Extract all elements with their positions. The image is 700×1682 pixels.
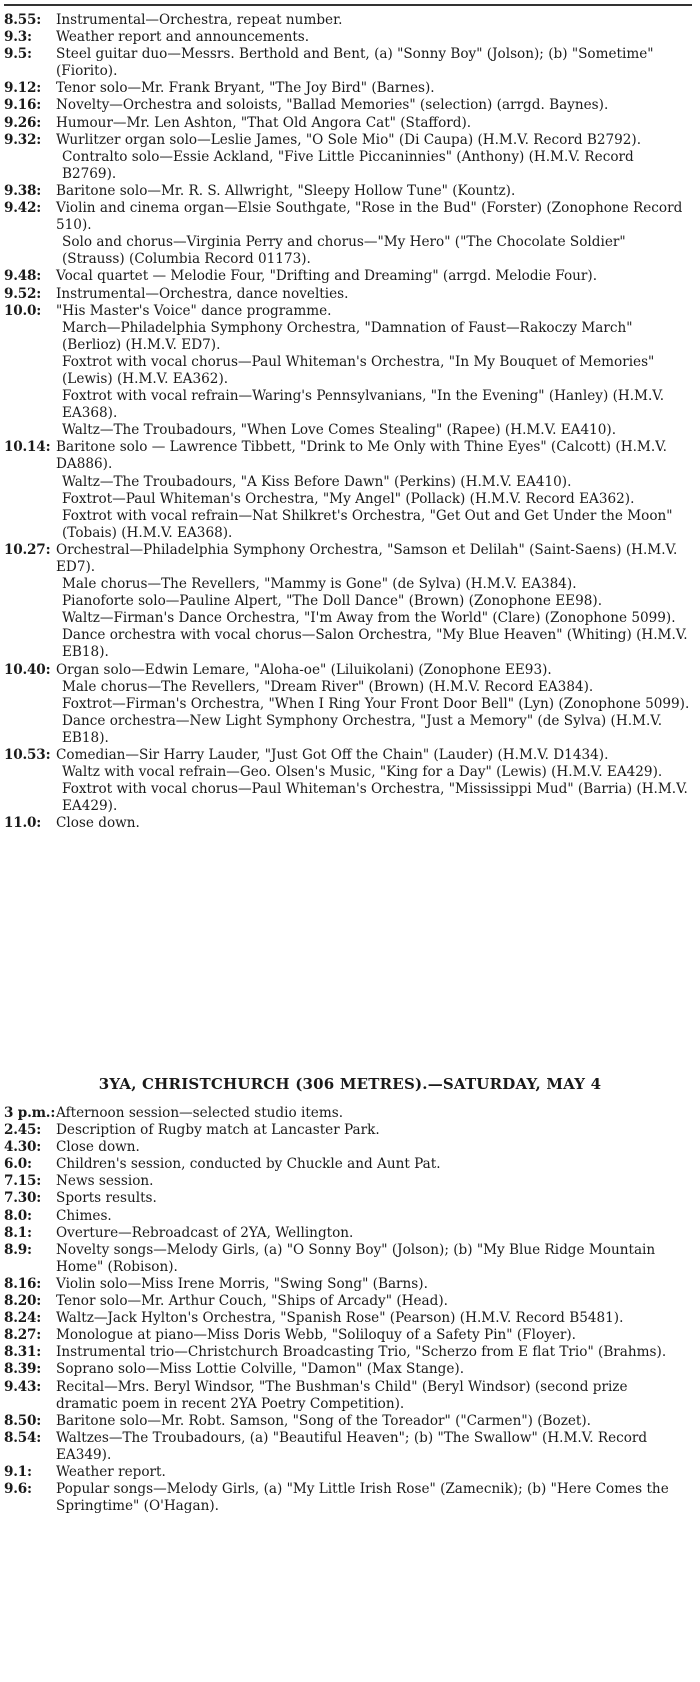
entry-text: Instrumental—Orchestra, dance novelties.: [56, 285, 349, 302]
entry-text: Dance orchestra with vocal chorus—Salon Orchestra, "My Blue Heaven" (Whiting) (H.M.V. EB18).: [62, 627, 688, 661]
program-entry: [4, 1413, 692, 1430]
program-entry: [4, 1481, 692, 1515]
program-entry: [4, 1276, 692, 1293]
entry-time: 8.27:: [4, 1327, 42, 1344]
program-entry: [4, 1344, 692, 1361]
program-entry: [4, 1225, 692, 1242]
entry-text: Foxtrot with vocal refrain—Waring's Pennsylvanians, "In the Evening" (Hanley) (H.M.V. EA368).: [62, 388, 665, 422]
program-entry: [4, 542, 692, 576]
entry-time: 9.32:: [4, 131, 42, 148]
entry-time: 4.30:: [4, 1139, 42, 1156]
entry-time: 8.16:: [4, 1275, 42, 1292]
entry-time: 10.40:: [4, 661, 51, 678]
program-entry: [4, 610, 692, 627]
program-entry: [4, 320, 692, 354]
entry-text: Foxtrot with vocal chorus—Paul Whiteman's Orchestra, "In My Bouquet of Memories" (Lewis) (H.M.V. EA362).: [62, 353, 655, 387]
program-entry: [4, 234, 692, 268]
entry-text: Waltz—Firman's Dance Orchestra, "I'm Away from the World" (Clare) (Zonophone 5099).: [62, 610, 676, 627]
entry-text: Foxtrot with vocal refrain—Nat Shilkret's Orchestra, "Get Out and Get Under the Moon" (Tobais) (H.M.V. EA368).: [62, 507, 673, 541]
entry-text: Waltzes—The Troubadours, (a) "Beautiful Heaven"; (b) "The Swallow" (H.M.V. Record EA349).: [56, 1429, 648, 1463]
entry-text: Baritone solo — Lawrence Tibbett, "Drink to Me Only with Thine Eyes" (Calcott) (H.M.V. DA886).: [56, 439, 667, 473]
entry-text: Wurlitzer organ solo—Leslie James, "O Sole Mio" (Di Caupa) (H.M.V. Record B2792).: [56, 131, 642, 148]
entry-text: Afternoon session—selected studio items.: [56, 1105, 344, 1121]
entry-time: 9.1:: [4, 1463, 32, 1480]
program-entry: [4, 576, 692, 593]
entry-time: 8.20:: [4, 1293, 42, 1310]
entry-text: Recital—Mrs. Beryl Windsor, "The Bushman's Child" (Beryl Windsor) (second prize dramatic poem in recent 2YA Poetry Competition).: [56, 1378, 628, 1412]
entry-time: 9.38:: [4, 182, 42, 199]
entry-time: 9.5:: [4, 46, 32, 63]
entry-text: March—Philadelphia Symphony Orchestra, "Damnation of Faust—Rakoczy March" (Berlioz) (H.M.V. ED7).: [62, 319, 633, 353]
program-entry: [4, 1242, 692, 1276]
entry-text: Orchestral—Philadelphia Symphony Orchestra, "Samson et Delilah" (Saint-Saens) (H.M.V. ED7).: [56, 541, 678, 575]
entry-text: Sports results.: [56, 1190, 157, 1207]
entry-time: 7.15:: [4, 1173, 42, 1190]
entry-text: Tenor solo—Mr. Frank Bryant, "The Joy Bird" (Barnes).: [56, 80, 435, 97]
program-entry: [4, 149, 692, 183]
program-entry: [4, 1379, 692, 1413]
entry-time: 9.3:: [4, 29, 32, 46]
entry-time: 9.16:: [4, 97, 42, 114]
program-entry: [4, 29, 692, 46]
program-entry: [4, 508, 692, 542]
entry-text: Chimes.: [56, 1207, 112, 1224]
entry-time: 8.31:: [4, 1344, 42, 1361]
entry-time: 8.0:: [4, 1207, 32, 1224]
entry-text: Soprano solo—Miss Lottie Colville, "Damon" (Max Stange).: [56, 1361, 465, 1378]
program-entry: [4, 474, 692, 491]
entry-text: Foxtrot—Paul Whiteman's Orchestra, "My Angel" (Pollack) (H.M.V. Record EA362).: [62, 490, 635, 507]
entry-time: 8.55:: [4, 12, 42, 28]
entry-text: Violin and cinema organ—Elsie Southgate, "Rose in the Bud" (Forster) (Zonophone Record 510).: [56, 200, 683, 234]
entry-text: Instrumental—Orchestra, repeat number.: [56, 12, 343, 28]
entry-text: Overture—Rebroadcast of 2YA, Wellington.: [56, 1224, 354, 1241]
program-entry: [4, 1105, 692, 1122]
entry-time: 8.54:: [4, 1429, 42, 1446]
entry-time: 6.0:: [4, 1156, 32, 1173]
entry-time: 9.43:: [4, 1378, 42, 1395]
program-entry: [4, 80, 692, 97]
program-entry: [4, 1293, 692, 1310]
entry-time: 10.14:: [4, 439, 51, 456]
program-entry: [4, 115, 692, 132]
top-rule: [4, 4, 692, 6]
entry-text: News session.: [56, 1173, 154, 1190]
program-entry: [4, 388, 692, 422]
entry-time: 8.39:: [4, 1361, 42, 1378]
program-entry: [4, 1361, 692, 1378]
program-entry: [4, 764, 692, 781]
program-entry: [4, 815, 692, 832]
entry-text: Novelty—Orchestra and soloists, "Ballad Memories" (selection) (arrgd. Baynes).: [56, 97, 609, 114]
program-entry: [4, 12, 692, 29]
entry-text: Pianoforte solo—Pauline Alpert, "The Doll Dance" (Brown) (Zonophone EE98).: [62, 593, 603, 610]
entry-text: Waltz—The Troubadours, "When Love Comes Stealing" (Rapee) (H.M.V. EA410).: [62, 422, 617, 439]
entry-time: 9.48:: [4, 268, 42, 285]
program-entry: [4, 696, 692, 713]
entry-time: 9.26:: [4, 114, 42, 131]
program-entry: [4, 491, 692, 508]
program-entry: [4, 679, 692, 696]
entry-text: Baritone solo—Mr. Robt. Samson, "Song of the Toreador" ("Carmen") (Bozet).: [56, 1412, 591, 1429]
program-entry: [4, 268, 692, 285]
station-heading: 3YA, CHRISTCHURCH (306 METRES).—SATURDAY, MAY 4: [98, 1075, 602, 1093]
entry-text: Dance orchestra—New Light Symphony Orchestra, "Just a Memory" (de Sylva) (H.M.V. EB18).: [62, 712, 663, 746]
entry-time: 3 p.m.:: [4, 1105, 56, 1121]
program-entry: [4, 1310, 692, 1327]
entry-text: Children's session, conducted by Chuckle and Aunt Pat.: [56, 1156, 441, 1173]
entry-text: Novelty songs—Melody Girls, (a) "O Sonny Boy" (Jolson); (b) "My Blue Ridge Mountain Home" (Robison).: [56, 1241, 656, 1275]
program-entry: [4, 286, 692, 303]
program-entry: [4, 627, 692, 661]
entry-text: Weather report and announcements.: [56, 29, 310, 46]
entry-text: Baritone solo—Mr. R. S. Allwright, "Sleepy Hollow Tune" (Kountz).: [56, 182, 516, 199]
program-entry: [4, 747, 692, 764]
program-entry: [4, 303, 692, 320]
entry-time: 8.24:: [4, 1310, 42, 1327]
entry-text: Humour—Mr. Len Ashton, "That Old Angora Cat" (Stafford).: [56, 114, 472, 131]
entry-time: 2.45:: [4, 1122, 42, 1139]
entry-time: 7.30:: [4, 1190, 42, 1207]
program-entry: [4, 1208, 692, 1225]
entry-time: 8.9:: [4, 1241, 32, 1258]
program-entry: [4, 1190, 692, 1207]
program-entry: [4, 1139, 692, 1156]
entry-text: Organ solo—Edwin Lemare, "Aloha-oe" (Liluikolani) (Zonophone EE93).: [56, 661, 552, 678]
entry-time: 10.0:: [4, 302, 42, 319]
entry-text: Male chorus—The Revellers, "Mammy is Gone" (de Sylva) (H.M.V. EA384).: [62, 576, 577, 593]
entry-text: Contralto solo—Essie Ackland, "Five Little Piccaninnies" (Anthony) (H.M.V. Record B2769).: [62, 148, 634, 182]
entry-text: "His Master's Voice" dance programme.: [56, 302, 332, 319]
program-entry: [4, 354, 692, 388]
program-entry: [4, 183, 692, 200]
entry-text: Popular songs—Melody Girls, (a) "My Little Irish Rose" (Zamecnik); (b) "Here Comes the Springtime" (O'Hagan).: [56, 1481, 669, 1515]
entry-text: Waltz with vocal refrain—Geo. Olsen's Music, "King for a Day" (Lewis) (H.M.V. EA429).: [62, 764, 663, 781]
entry-text: Solo and chorus—Virginia Perry and chorus—"My Hero" ("The Chocolate Soldier" (Strauss) (Columbia Record 01173).: [62, 234, 626, 268]
program-listing-2ya: [4, 12, 692, 833]
entry-text: Waltz—The Troubadours, "A Kiss Before Dawn" (Perkins) (H.M.V. EA410).: [62, 473, 572, 490]
entry-text: Vocal quartet — Melodie Four, "Drifting and Dreaming" (arrgd. Melodie Four).: [56, 268, 598, 285]
program-entry: [4, 97, 692, 114]
program-entry: [4, 1464, 692, 1481]
entry-time: 8.50:: [4, 1412, 42, 1429]
entry-text: Foxtrot—Firman's Orchestra, "When I Ring Your Front Door Bell" (Lyn) (Zonophone 5099).: [62, 695, 690, 712]
program-entry: [4, 781, 692, 815]
program-entry: [4, 1173, 692, 1190]
program-entry: [4, 132, 692, 149]
program-entry: [4, 1156, 692, 1173]
entry-text: Instrumental trio—Christchurch Broadcasting Trio, "Scherzo from E flat Trio" (Brahms).: [56, 1344, 667, 1361]
program-entry: [4, 422, 692, 439]
program-entry: [4, 713, 692, 747]
program-entry: [4, 1122, 692, 1139]
entry-text: Description of Rugby match at Lancaster Park.: [56, 1122, 380, 1139]
program-entry: [4, 1327, 692, 1344]
entry-text: Monologue at piano—Miss Doris Webb, "Soliloquy of a Safety Pin" (Floyer).: [56, 1327, 576, 1344]
entry-text: Foxtrot with vocal chorus—Paul Whiteman's Orchestra, "Mississippi Mud" (Barria) (H.M.V. EA429).: [62, 781, 688, 815]
entry-text: Comedian—Sir Harry Lauder, "Just Got Off the Chain" (Lauder) (H.M.V. D1434).: [56, 747, 609, 764]
entry-time: 9.42:: [4, 200, 42, 217]
program-entry: [4, 200, 692, 234]
entry-text: Waltz—Jack Hylton's Orchestra, "Spanish Rose" (Pearson) (H.M.V. Record B5481).: [56, 1310, 624, 1327]
entry-text: Male chorus—The Revellers, "Dream River" (Brown) (H.M.V. Record EA384).: [62, 678, 594, 695]
entry-time: 9.12:: [4, 80, 42, 97]
entry-time: 10.27:: [4, 541, 51, 558]
program-entry: [4, 439, 692, 473]
entry-time: 10.53:: [4, 747, 51, 764]
program-entry: [4, 46, 692, 80]
program-listing-3ya: [4, 1105, 692, 1515]
entry-time: 8.1:: [4, 1224, 32, 1241]
entry-text: Close down.: [56, 815, 140, 832]
program-entry: [4, 1430, 692, 1464]
entry-time: 9.52:: [4, 285, 42, 302]
entry-text: Tenor solo—Mr. Arthur Couch, "Ships of Arcady" (Head).: [56, 1293, 448, 1310]
program-entry: [4, 593, 692, 610]
entry-text: Close down.: [56, 1139, 140, 1156]
entry-text: Weather report.: [56, 1463, 166, 1480]
entry-time: 11.0:: [4, 815, 42, 832]
entry-text: Steel guitar duo—Messrs. Berthold and Bent, (a) "Sonny Boy" (Jolson); (b) "Sometime" (Fiorito).: [56, 46, 654, 80]
entry-time: 9.6:: [4, 1481, 32, 1498]
program-entry: [4, 662, 692, 679]
entry-text: Violin solo—Miss Irene Morris, "Swing Song" (Barns).: [56, 1275, 428, 1292]
